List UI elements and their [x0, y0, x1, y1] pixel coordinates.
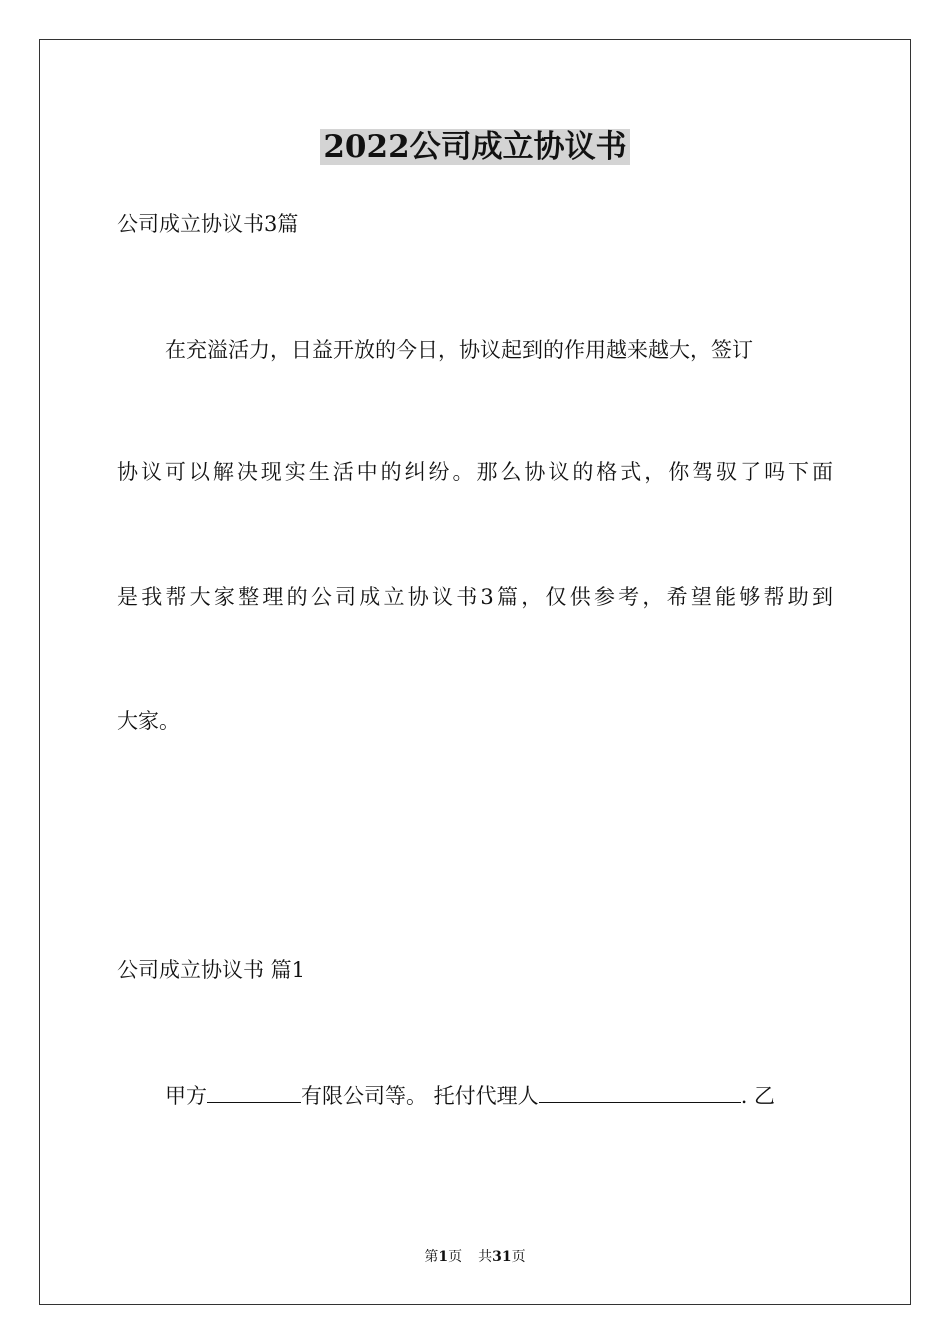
- company-suffix: 有限公司等。 托付代理人: [301, 1084, 539, 1108]
- footer-total-pages: 31: [492, 1249, 512, 1265]
- party-line: [165, 1081, 775, 1111]
- footer-page-suffix: 页: [448, 1249, 463, 1265]
- footer-page-prefix: 第: [424, 1249, 439, 1265]
- document-subtitle: 公司成立协议书3篇: [117, 212, 299, 236]
- party-a-label: 甲方: [165, 1084, 207, 1108]
- footer-total-prefix: 共: [478, 1249, 493, 1265]
- footer-total-suffix: 页: [511, 1249, 526, 1265]
- document-title-text: 2022公司成立协议书: [320, 129, 629, 165]
- footer-page-number: 1: [438, 1249, 449, 1265]
- page-footer: [0, 1247, 950, 1267]
- intro-line-2: 协议可以解决现实生活中的纠纷。那么协议的格式，你驾驭了吗下面: [117, 460, 833, 484]
- party-b-label: . 乙: [740, 1084, 776, 1108]
- intro-line-1: 在充溢活力，日益开放的今日，协议起到的作用越来越大，签订: [165, 338, 753, 362]
- intro-line-3: 是我帮大家整理的公司成立协议书3篇，仅供参考，希望能够帮助到: [117, 585, 833, 609]
- section-heading: 公司成立协议书 篇1: [117, 958, 306, 982]
- party-a-blank: [207, 1082, 301, 1103]
- agent-blank: [539, 1082, 741, 1103]
- intro-line-4: 大家。: [117, 709, 180, 733]
- document-title: [0, 124, 950, 170]
